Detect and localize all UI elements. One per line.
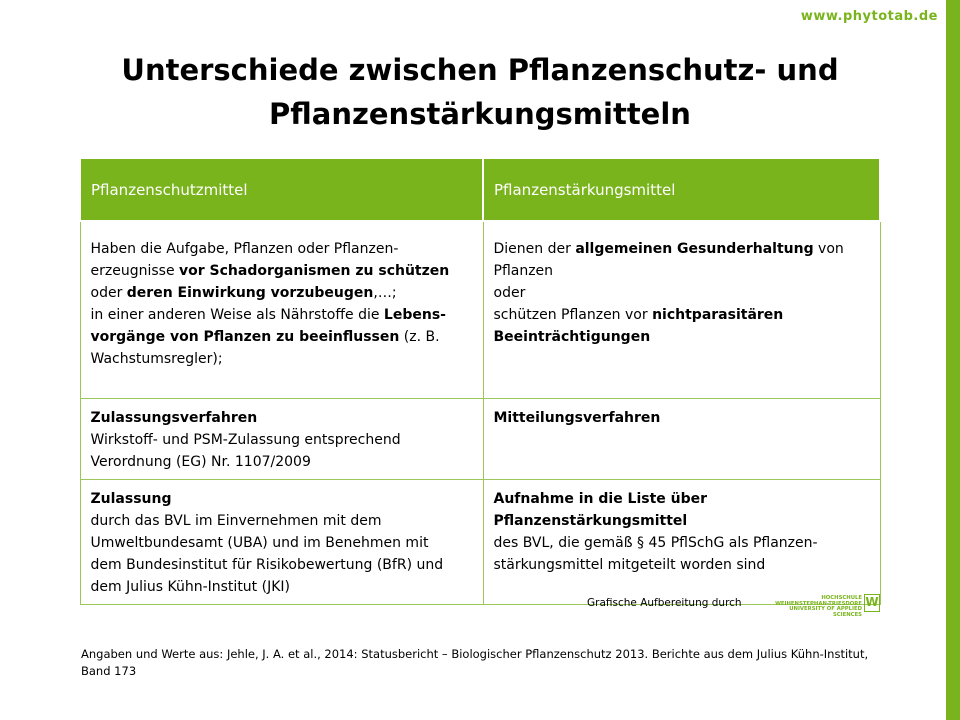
table-row — [80, 221, 880, 399]
site-url[interactable] — [801, 9, 938, 24]
cell-purpose-strengthening — [483, 221, 880, 399]
text: oder — [90, 285, 127, 301]
bold-text: vorgänge von Pflanzen zu beeinflussen — [90, 329, 400, 345]
table-row — [80, 399, 880, 480]
bold-text: Lebens- — [383, 307, 446, 323]
text: Wirkstoff- und PSM-Zulassung entsprechend — [90, 432, 401, 448]
bold-text: nichtparasitären — [652, 307, 784, 323]
bold-text: Beeinträchtigungen — [493, 329, 651, 345]
text: in einer anderen Weise als Nährstoffe die — [90, 307, 384, 323]
title-line-2: Pflanzenstärkungsmitteln — [269, 97, 691, 131]
bold-text: vor Schadorganismen zu schützen — [179, 263, 450, 279]
cell-procedure-protection — [80, 399, 483, 480]
source-citation: Angaben und Werte aus: Jehle, J. A. et al., 2014: Statusbericht – Biologischer Pflanzenschutz 2013. Berichte aus dem Julius Kühn-Institut, Band 173 — [81, 647, 869, 678]
table-header-row — [80, 158, 880, 221]
cell-authority-strengthening — [483, 480, 880, 605]
bold-text: Pflanzenstärkungsmittel — [493, 513, 688, 529]
comparison-table — [79, 157, 881, 605]
text: Pflanzen — [493, 263, 554, 279]
bold-text: Zulassung — [90, 491, 172, 507]
text: (z. B. — [399, 329, 440, 345]
text: Haben die Aufgabe, Pflanzen oder Pflanzen- — [90, 241, 399, 257]
title-line-1: Unterschiede zwischen Pflanzenschutz- und — [121, 53, 839, 87]
bold-text: Aufnahme in die Liste über — [493, 491, 708, 507]
text: dem Bundesinstitut für Risikobewertung (BfR) und — [90, 557, 444, 573]
text: oder — [493, 285, 526, 301]
logo-mark-icon: W — [864, 594, 880, 612]
text: ,…; — [373, 285, 397, 301]
text: erzeugnisse — [90, 263, 180, 279]
university-logo — [766, 594, 882, 618]
text: schützen Pflanzen vor — [493, 307, 653, 323]
page-title — [0, 48, 960, 136]
header-pflanzenschutzmittel: Pflanzenschutzmittel — [80, 158, 483, 221]
site-url-prefix: www.phytotab. — [800, 9, 919, 24]
table-row — [80, 480, 880, 605]
text: dem Julius Kühn-Institut (JKI) — [90, 579, 290, 595]
text: stärkungsmittel mitgeteilt worden sind — [493, 557, 766, 573]
cell-procedure-strengthening — [483, 399, 880, 480]
text: Verordnung (EG) Nr. 1107/2009 — [90, 454, 311, 470]
text: Wachstumsregler); — [90, 351, 223, 367]
cell-authority-protection — [80, 480, 483, 605]
graphic-credit: Grafische Aufbereitung durch — [587, 597, 742, 609]
text: Umweltbundesamt (UBA) und im Benehmen mit — [90, 535, 429, 551]
logo-text: HOCHSCHULE WEIHENSTEPHAN-TRIESDORF UNIVERSITY OF APPLIED SCIENCES — [775, 595, 862, 618]
bold-text: Zulassungsverfahren — [90, 410, 258, 426]
bold-text: Mitteilungsverfahren — [493, 410, 661, 426]
bold-text: deren Einwirkung vorzubeugen — [126, 285, 374, 301]
text: des BVL, die gemäß § 45 PflSchG als Pflanzen- — [493, 535, 818, 551]
cell-purpose-protection — [80, 221, 483, 399]
bold-text: allgemeinen Gesunderhaltung — [575, 241, 814, 257]
text: durch das BVL im Einvernehmen mit dem — [90, 513, 382, 529]
text: Dienen der — [493, 241, 576, 257]
header-pflanzenstaerkungsmittel: Pflanzenstärkungsmittel — [483, 158, 880, 221]
site-url-domain: de — [918, 9, 938, 24]
text: von — [813, 241, 844, 257]
